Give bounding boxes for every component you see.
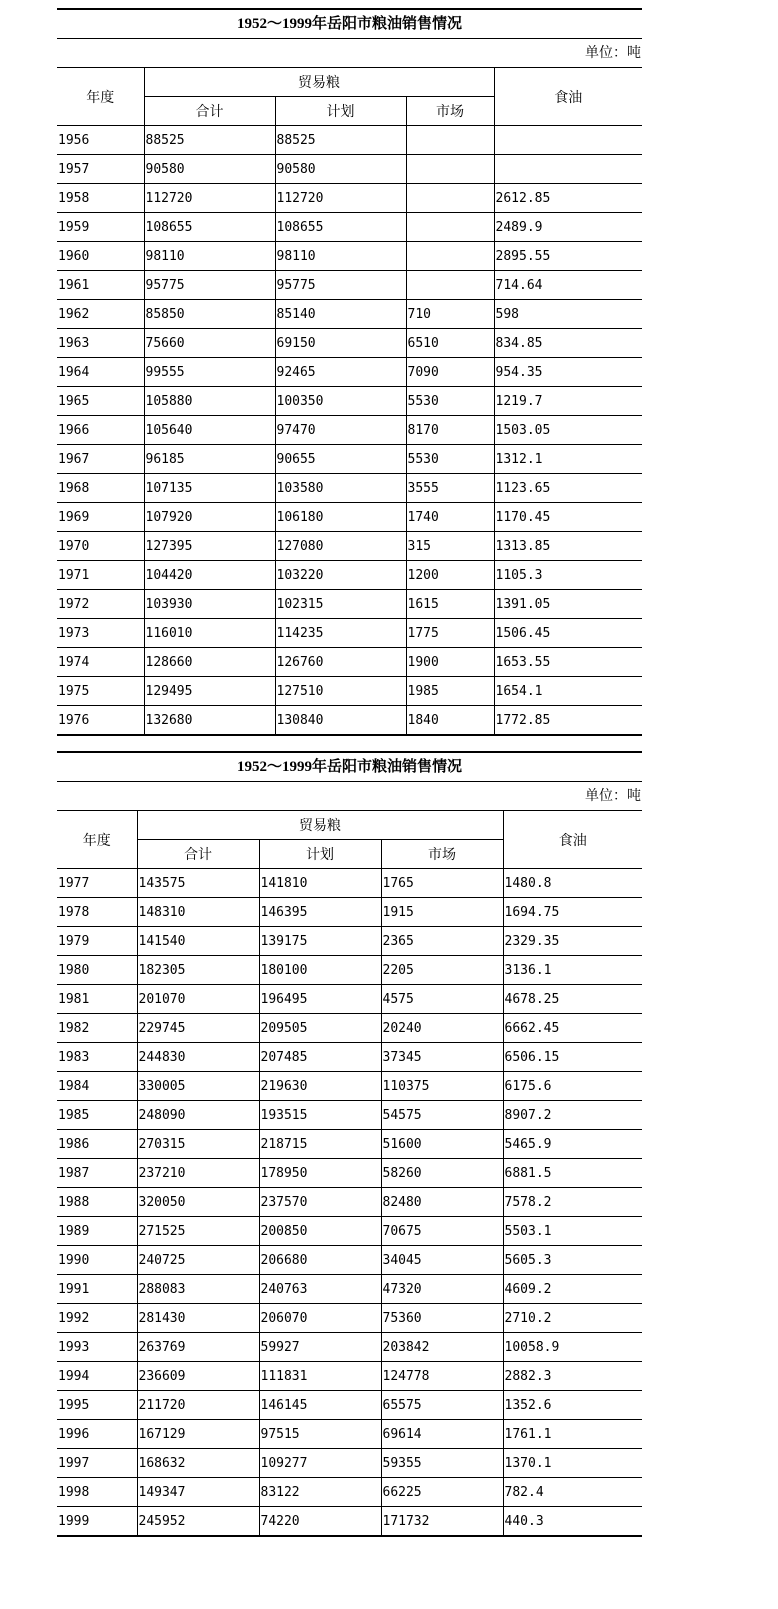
cell-oil: 1352.6 (503, 1391, 642, 1420)
cell-oil: 6662.45 (503, 1014, 642, 1043)
cell-total: 112720 (144, 184, 275, 213)
cell-plan: 97470 (275, 416, 406, 445)
cell-year: 1969 (57, 503, 144, 532)
cell-market: 8170 (406, 416, 494, 445)
cell-plan: 69150 (275, 329, 406, 358)
cell-oil: 1480.8 (503, 869, 642, 898)
cell-oil: 8907.2 (503, 1101, 642, 1130)
cell-oil: 4609.2 (503, 1275, 642, 1304)
cell-market: 1840 (406, 706, 494, 736)
cell-plan: 206680 (259, 1246, 381, 1275)
cell-plan: 83122 (259, 1478, 381, 1507)
cell-total: 271525 (137, 1217, 259, 1246)
cell-oil: 6881.5 (503, 1159, 642, 1188)
cell-plan: 126760 (275, 648, 406, 677)
cell-plan: 141810 (259, 869, 381, 898)
cell-market: 1765 (381, 869, 503, 898)
cell-market: 710 (406, 300, 494, 329)
cell-market: 6510 (406, 329, 494, 358)
cell-total: 168632 (137, 1449, 259, 1478)
cell-year: 1977 (57, 869, 137, 898)
table-row (57, 474, 642, 503)
table-row (57, 985, 642, 1014)
table-row (57, 648, 642, 677)
table-block-2 (57, 751, 642, 1537)
cell-year: 1984 (57, 1072, 137, 1101)
unit-label: 单位：吨 (585, 45, 641, 61)
cell-oil: 2329.35 (503, 927, 642, 956)
cell-market: 37345 (381, 1043, 503, 1072)
table-row (57, 1362, 642, 1391)
table-row (57, 590, 642, 619)
grain-oil-sales-table (57, 67, 642, 736)
table-row (57, 387, 642, 416)
cell-plan: 90580 (275, 155, 406, 184)
cell-total: 248090 (137, 1101, 259, 1130)
cell-year: 1960 (57, 242, 144, 271)
cell-market: 54575 (381, 1101, 503, 1130)
cell-plan: 114235 (275, 619, 406, 648)
cell-total: 129495 (144, 677, 275, 706)
cell-market (406, 242, 494, 271)
cell-market: 171732 (381, 1507, 503, 1537)
header-trade-grain: 贸易粮 (137, 811, 503, 840)
table-row (57, 1275, 642, 1304)
cell-market: 1900 (406, 648, 494, 677)
table-row (57, 869, 642, 898)
cell-plan: 85140 (275, 300, 406, 329)
cell-total: 104420 (144, 561, 275, 590)
table-row (57, 242, 642, 271)
cell-market (406, 184, 494, 213)
cell-oil: 1653.55 (494, 648, 642, 677)
cell-plan: 130840 (275, 706, 406, 736)
cell-total: 96185 (144, 445, 275, 474)
cell-oil: 2895.55 (494, 242, 642, 271)
cell-total: 201070 (137, 985, 259, 1014)
cell-market: 110375 (381, 1072, 503, 1101)
cell-plan: 200850 (259, 1217, 381, 1246)
cell-plan: 127510 (275, 677, 406, 706)
cell-plan: 218715 (259, 1130, 381, 1159)
cell-market: 51600 (381, 1130, 503, 1159)
cell-year: 1959 (57, 213, 144, 242)
cell-total: 148310 (137, 898, 259, 927)
cell-year: 1988 (57, 1188, 137, 1217)
cell-market: 1200 (406, 561, 494, 590)
cell-plan: 127080 (275, 532, 406, 561)
cell-oil: 598 (494, 300, 642, 329)
cell-total: 107135 (144, 474, 275, 503)
cell-oil: 1391.05 (494, 590, 642, 619)
cell-year: 1996 (57, 1420, 137, 1449)
cell-market: 203842 (381, 1333, 503, 1362)
cell-total: 127395 (144, 532, 275, 561)
table-row (57, 416, 642, 445)
cell-market: 2365 (381, 927, 503, 956)
cell-oil: 1219.7 (494, 387, 642, 416)
header-total: 合计 (137, 840, 259, 869)
cell-year: 1998 (57, 1478, 137, 1507)
cell-year: 1994 (57, 1362, 137, 1391)
table-title: 1952～1999年岳阳市粮油销售情况 (57, 8, 642, 39)
cell-year: 1980 (57, 956, 137, 985)
table-row (57, 1159, 642, 1188)
table-row (57, 532, 642, 561)
cell-total: 281430 (137, 1304, 259, 1333)
table-row (57, 1188, 642, 1217)
cell-market (406, 126, 494, 155)
cell-oil: 1312.1 (494, 445, 642, 474)
cell-oil (494, 155, 642, 184)
table-row (57, 1246, 642, 1275)
cell-market: 58260 (381, 1159, 503, 1188)
cell-plan: 103580 (275, 474, 406, 503)
cell-total: 103930 (144, 590, 275, 619)
cell-oil: 1654.1 (494, 677, 642, 706)
cell-plan: 109277 (259, 1449, 381, 1478)
table-row (57, 126, 642, 155)
cell-year: 1995 (57, 1391, 137, 1420)
cell-plan: 178950 (259, 1159, 381, 1188)
cell-total: 245952 (137, 1507, 259, 1537)
cell-oil: 2710.2 (503, 1304, 642, 1333)
table-row (57, 155, 642, 184)
header-plan: 计划 (275, 97, 406, 126)
cell-year: 1993 (57, 1333, 137, 1362)
table-row (57, 706, 642, 736)
cell-oil: 6175.6 (503, 1072, 642, 1101)
table-row (57, 184, 642, 213)
unit-label: 单位：吨 (585, 788, 641, 804)
cell-year: 1981 (57, 985, 137, 1014)
table-row (57, 1391, 642, 1420)
cell-market: 1615 (406, 590, 494, 619)
cell-year: 1976 (57, 706, 144, 736)
cell-year: 1963 (57, 329, 144, 358)
cell-oil: 1313.85 (494, 532, 642, 561)
cell-year: 1961 (57, 271, 144, 300)
cell-total: 116010 (144, 619, 275, 648)
cell-market: 1775 (406, 619, 494, 648)
cell-market: 1740 (406, 503, 494, 532)
table-row (57, 1420, 642, 1449)
cell-oil: 954.35 (494, 358, 642, 387)
cell-total: 244830 (137, 1043, 259, 1072)
cell-total: 182305 (137, 956, 259, 985)
cell-plan: 92465 (275, 358, 406, 387)
cell-year: 1978 (57, 898, 137, 927)
cell-market (406, 213, 494, 242)
cell-total: 211720 (137, 1391, 259, 1420)
cell-market: 20240 (381, 1014, 503, 1043)
cell-year: 1991 (57, 1275, 137, 1304)
cell-year: 1999 (57, 1507, 137, 1537)
cell-plan: 219630 (259, 1072, 381, 1101)
cell-market: 124778 (381, 1362, 503, 1391)
cell-total: 330005 (137, 1072, 259, 1101)
table-row (57, 300, 642, 329)
cell-oil: 834.85 (494, 329, 642, 358)
cell-plan: 111831 (259, 1362, 381, 1391)
cell-year: 1992 (57, 1304, 137, 1333)
cell-total: 149347 (137, 1478, 259, 1507)
cell-market: 4575 (381, 985, 503, 1014)
cell-plan: 206070 (259, 1304, 381, 1333)
cell-total: 288083 (137, 1275, 259, 1304)
cell-year: 1972 (57, 590, 144, 619)
cell-plan: 103220 (275, 561, 406, 590)
header-total: 合计 (144, 97, 275, 126)
table-row (57, 898, 642, 927)
cell-total: 128660 (144, 648, 275, 677)
cell-year: 1989 (57, 1217, 137, 1246)
cell-oil: 5605.3 (503, 1246, 642, 1275)
table-row (57, 677, 642, 706)
cell-total: 240725 (137, 1246, 259, 1275)
cell-oil: 1370.1 (503, 1449, 642, 1478)
cell-market: 5530 (406, 387, 494, 416)
cell-plan: 88525 (275, 126, 406, 155)
cell-plan: 180100 (259, 956, 381, 985)
header-trade-grain: 贸易粮 (144, 68, 494, 97)
table-row (57, 213, 642, 242)
cell-total: 105640 (144, 416, 275, 445)
table-row (57, 1333, 642, 1362)
cell-oil: 1123.65 (494, 474, 642, 503)
table-block-1 (57, 8, 642, 736)
cell-year: 1967 (57, 445, 144, 474)
cell-year: 1974 (57, 648, 144, 677)
header-market: 市场 (381, 840, 503, 869)
cell-total: 141540 (137, 927, 259, 956)
cell-market: 69614 (381, 1420, 503, 1449)
cell-oil: 2882.3 (503, 1362, 642, 1391)
cell-total: 236609 (137, 1362, 259, 1391)
table-row (57, 329, 642, 358)
header-year: 年度 (57, 68, 144, 126)
cell-market: 65575 (381, 1391, 503, 1420)
cell-year: 1971 (57, 561, 144, 590)
cell-plan: 112720 (275, 184, 406, 213)
cell-market: 7090 (406, 358, 494, 387)
cell-total: 108655 (144, 213, 275, 242)
table-row (57, 619, 642, 648)
cell-total: 263769 (137, 1333, 259, 1362)
cell-oil: 1170.45 (494, 503, 642, 532)
table-row (57, 1478, 642, 1507)
header-market: 市场 (406, 97, 494, 126)
cell-year: 1975 (57, 677, 144, 706)
cell-year: 1965 (57, 387, 144, 416)
cell-plan: 207485 (259, 1043, 381, 1072)
cell-total: 270315 (137, 1130, 259, 1159)
cell-total: 237210 (137, 1159, 259, 1188)
cell-market: 5530 (406, 445, 494, 474)
cell-market: 70675 (381, 1217, 503, 1246)
cell-oil: 4678.25 (503, 985, 642, 1014)
cell-market (406, 271, 494, 300)
cell-market: 2205 (381, 956, 503, 985)
cell-total: 105880 (144, 387, 275, 416)
cell-total: 143575 (137, 869, 259, 898)
cell-plan: 102315 (275, 590, 406, 619)
cell-market: 59355 (381, 1449, 503, 1478)
cell-total: 132680 (144, 706, 275, 736)
cell-plan: 209505 (259, 1014, 381, 1043)
cell-year: 1979 (57, 927, 137, 956)
cell-plan: 97515 (259, 1420, 381, 1449)
cell-market: 3555 (406, 474, 494, 503)
cell-market: 1915 (381, 898, 503, 927)
cell-market: 47320 (381, 1275, 503, 1304)
cell-oil: 1761.1 (503, 1420, 642, 1449)
cell-market: 66225 (381, 1478, 503, 1507)
table-row (57, 956, 642, 985)
table-row (57, 927, 642, 956)
cell-oil (494, 126, 642, 155)
cell-oil: 7578.2 (503, 1188, 642, 1217)
header-year: 年度 (57, 811, 137, 869)
cell-year: 1968 (57, 474, 144, 503)
cell-total: 167129 (137, 1420, 259, 1449)
table-row (57, 1304, 642, 1333)
cell-total: 229745 (137, 1014, 259, 1043)
table-row (57, 1507, 642, 1537)
cell-total: 88525 (144, 126, 275, 155)
table-row (57, 1130, 642, 1159)
table-row (57, 1101, 642, 1130)
cell-oil: 782.4 (503, 1478, 642, 1507)
cell-oil: 1105.3 (494, 561, 642, 590)
cell-plan: 240763 (259, 1275, 381, 1304)
table-row (57, 1072, 642, 1101)
table-row (57, 561, 642, 590)
cell-plan: 139175 (259, 927, 381, 956)
cell-oil: 1503.05 (494, 416, 642, 445)
cell-year: 1964 (57, 358, 144, 387)
cell-year: 1957 (57, 155, 144, 184)
cell-oil: 5465.9 (503, 1130, 642, 1159)
cell-year: 1973 (57, 619, 144, 648)
table-row (57, 1217, 642, 1246)
cell-market: 34045 (381, 1246, 503, 1275)
cell-market: 1985 (406, 677, 494, 706)
cell-plan: 146395 (259, 898, 381, 927)
table-row (57, 271, 642, 300)
cell-year: 1987 (57, 1159, 137, 1188)
cell-oil: 3136.1 (503, 956, 642, 985)
cell-market: 315 (406, 532, 494, 561)
cell-total: 85850 (144, 300, 275, 329)
cell-plan: 74220 (259, 1507, 381, 1537)
cell-total: 98110 (144, 242, 275, 271)
cell-plan: 196495 (259, 985, 381, 1014)
header-oil: 食油 (494, 68, 642, 126)
cell-oil: 2612.85 (494, 184, 642, 213)
cell-plan: 193515 (259, 1101, 381, 1130)
cell-year: 1962 (57, 300, 144, 329)
table-title: 1952～1999年岳阳市粮油销售情况 (57, 751, 642, 782)
table-row (57, 503, 642, 532)
cell-plan: 237570 (259, 1188, 381, 1217)
cell-plan: 146145 (259, 1391, 381, 1420)
cell-market: 75360 (381, 1304, 503, 1333)
cell-year: 1970 (57, 532, 144, 561)
cell-plan: 95775 (275, 271, 406, 300)
cell-oil: 6506.15 (503, 1043, 642, 1072)
cell-oil: 714.64 (494, 271, 642, 300)
cell-plan: 59927 (259, 1333, 381, 1362)
cell-total: 320050 (137, 1188, 259, 1217)
table-row (57, 445, 642, 474)
table-row (57, 1043, 642, 1072)
cell-oil: 2489.9 (494, 213, 642, 242)
cell-oil: 440.3 (503, 1507, 642, 1537)
cell-plan: 106180 (275, 503, 406, 532)
header-plan: 计划 (259, 840, 381, 869)
header-oil: 食油 (503, 811, 642, 869)
table-row (57, 1014, 642, 1043)
cell-oil: 5503.1 (503, 1217, 642, 1246)
cell-year: 1982 (57, 1014, 137, 1043)
cell-total: 75660 (144, 329, 275, 358)
cell-plan: 90655 (275, 445, 406, 474)
table-row (57, 358, 642, 387)
cell-year: 1983 (57, 1043, 137, 1072)
cell-total: 95775 (144, 271, 275, 300)
cell-year: 1985 (57, 1101, 137, 1130)
cell-oil: 1694.75 (503, 898, 642, 927)
cell-market: 82480 (381, 1188, 503, 1217)
cell-total: 107920 (144, 503, 275, 532)
cell-oil: 10058.9 (503, 1333, 642, 1362)
cell-total: 90580 (144, 155, 275, 184)
cell-plan: 98110 (275, 242, 406, 271)
cell-year: 1958 (57, 184, 144, 213)
cell-market (406, 155, 494, 184)
table-row (57, 1449, 642, 1478)
cell-oil: 1772.85 (494, 706, 642, 736)
cell-year: 1956 (57, 126, 144, 155)
cell-total: 99555 (144, 358, 275, 387)
cell-year: 1997 (57, 1449, 137, 1478)
grain-oil-sales-table (57, 810, 642, 1537)
cell-plan: 100350 (275, 387, 406, 416)
cell-year: 1990 (57, 1246, 137, 1275)
cell-plan: 108655 (275, 213, 406, 242)
cell-year: 1986 (57, 1130, 137, 1159)
cell-year: 1966 (57, 416, 144, 445)
cell-oil: 1506.45 (494, 619, 642, 648)
